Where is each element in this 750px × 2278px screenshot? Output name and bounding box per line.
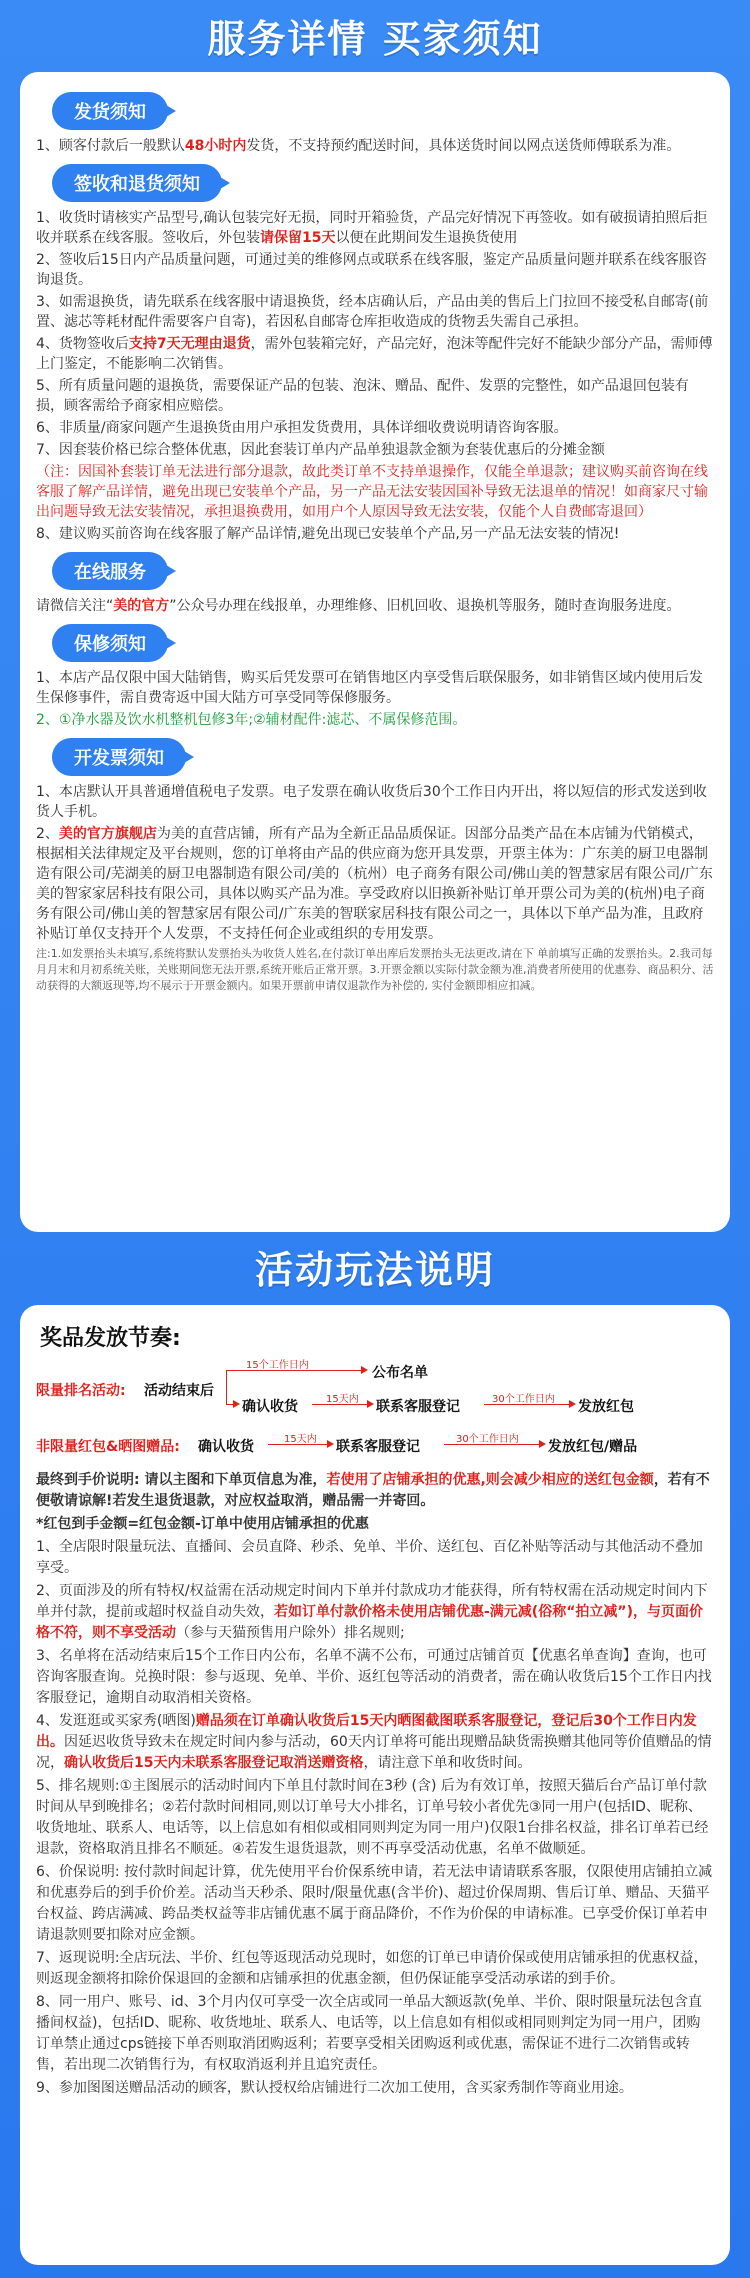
highlight-keep15: 请保留15天 [260,230,336,246]
text-part: 因延迟收货导致未在规定时间内参与活动，60天内订单将可能出现赠品缺货需换赠其他同等价值赠品的情况， [36,1734,712,1771]
flow-vbar [226,1370,227,1404]
flow-15d2-label: 15天内 [284,1434,317,1445]
highlight-48h: 48小时内 [184,138,247,154]
highlight-rule2: 若如订单付款价格未使用店铺优惠-满元减(俗称“拍立减”)，与页面价格不符，则不享受活动 [36,1604,704,1641]
rule-1: 1、全店限时限量玩法、直播间、会员直降、秒杀、免单、半价、送红包、百亿补贴等活动与其他活动不叠加享受。 [36,1539,703,1576]
flow-confirm2-label: 确认收货 [198,1439,254,1455]
flow-list-label: 公布名单 [372,1365,428,1381]
text-part: 2、 [36,826,59,842]
rule-9: 9、参加图图送赠品活动的顾客，默认授权给店铺进行二次加工使用，含买家秀制作等商业用途。 [36,2080,633,2096]
rule-4 [36,1711,714,1774]
text-part: ，若有不便敬请谅解!若发生退货退款，对应权益取消，赠品需一并寄回。 [36,1472,710,1509]
highlight-7day: 支持7天无理由退货 [128,336,251,352]
sign-item-3: 3、如需退换货，请先联系在线客服中请退换货，经本店确认后，产品由美的售后上门拉回不接受私自邮寄(前置、滤芯等耗材配件需要客户自寄)，若因私自邮寄仓库拒收造成的货物丢失需自己承担。 [36,294,709,330]
text-part: 4、发逛逛或买家秀(晒图) [36,1713,196,1729]
rule-7: 7、返现说明:全店玩法、半价、红包等返现活动兑现时，如您的订单已申请价保或使用店铺承担的优惠权益，则返现金额将扣除价保退回的金额和店铺承担的优惠金额，但仍保证能享受活动承诺的到手价。 [36,1950,708,1987]
highlight-rule4b: 确认收货后15天内未联系客服登记取消送赠资格 [64,1755,364,1771]
text-part: 以便在此期间发生退换货使用 [335,230,518,246]
flow-unl-label: 非限量红包&晒图赠品: [36,1439,180,1455]
flow-arrow [226,1404,238,1405]
award-title: 奖品发放节奏: [40,1326,181,1351]
final-price-formula: *红包到手金额=红包金额-订单中使用店铺承担的优惠 [36,1516,369,1532]
highlight-shop-discount: 若使用了店铺承担的优惠,则会减少相应的送红包金额 [326,1472,654,1488]
rule-5: 5、排名规则:①主图展示的活动时间内下单且付款时间在3秒 (含) 后为有效订单，按照天猫后台产品订单付款时间从早到晚排名；②若付款时间相同,则以订单号大小排名，订单号较小者优先③同一用户(包括ID、昵称、收货地址、联系人、电话等，以上信息如有相似或相同则判定为同一用户)仅限1台排名权益，排名订单若已经退款，资格取消且排名不顺延。④若发生退货退款，则不再享受活动优惠，名单不做顺延。 [36,1778,709,1857]
final-price-note [36,1470,714,1512]
text-part: 发货，不支持预约配送时间，具体送货时间以网点送货师傅联系为准。 [246,138,681,154]
shipping-text [36,136,714,156]
text-part: 2、页面涉及的所有特权/权益需在活动规定时间内下单并付款成功才能获得，所有特权需在活动规定时间内下单并付款，提前或超时权益自动失效， [36,1583,708,1620]
rule-6: 6、价保说明: 按付款时间起计算，优先使用平台价保系统申请，若无法申请请联系客服，仅限使用店铺拍立减和优惠券后的到手价价差。活动当天秒杀、限时/限量优惠(含半价)、超过价保周期、售后订单、赠品、天猫平台权益、跨店满减、跨品类权益等非店铺优惠不属于商品降价，不作为价保的申请标准。已享受价保订单若申请退款则要扣除对应金额。 [36,1864,713,1943]
online-text [36,596,714,616]
flow-rank-label: 限量排名活动: [36,1383,126,1399]
service-card [20,72,730,1232]
award-flow [36,1360,714,1470]
flow-15d-label: 15天内 [326,1394,359,1405]
section-shipping-title: 发货须知 [52,92,168,130]
text-part: 请微信关注“ [36,598,114,614]
flow-30wd2-label: 30个工作日内 [456,1434,519,1445]
flow-15wd-label: 15个工作日内 [246,1360,309,1371]
text-part: 为美的直营店铺，所有产品为全新正品品质保证。因部分品类产品在本店铺为代销模式，根据相关法律规定及平台规则，您的订单将由产品的供应商为您开具发票，开票主体为：广东美的厨卫电器制造有限公司/芜湖美的厨卫电器制造有限公司/美的（杭州）电子商务有限公司/佛山美的智慧家居有限公司/广东美的智家家居科技有限公司，具体以购买产品为准。享受政府以旧换新补贴订单开票公司为美的(杭州)电子商务有限公司/佛山美的智慧家居有限公司/广东美的智联家居科技有限公司之一，具体以下单产品为准，且政府补贴订单仅支持开个人发票，不支持任何企业或组织的专用发票。 [36,826,713,942]
section-warranty-title: 保修须知 [52,624,168,662]
sign-item-8: 8、建议购买前咨询在线客服了解产品详情,避免出现已安装单个产品,另一产品无法安装的情况! [36,526,620,542]
flow-reg-label: 联系客服登记 [376,1399,460,1415]
invoice-item-2 [36,824,714,944]
invoice-item-1: 1、本店默认开具普通增值税电子发票。电子发票在确认收货后30个工作日内开出，将以短信的形式发送到收货人手机。 [36,784,707,820]
sign-item-4 [36,334,714,374]
banner-service-title: 服务详情 买家须知 [207,17,543,61]
text-part: ，请注意下单和收货时间。 [363,1755,532,1771]
warranty-item-2: 2、①净水器及饮水机整机包修3年;②辅材配件:滤芯、不属保修范围。 [36,712,467,728]
sign-item-7-note: （注：因国补套装订单无法进行部分退款，故此类订单不支持单退操作，仅能全单退款；建议购买前咨询在线客服了解产品详情，避免出现已安装单个产品，另一产品无法安装因国补导致无法退单的情况！如商家尺寸输出问题导致无法安装情况，承担退换费用，如用户个人原因导致无法安装，仅能个人自费邮寄退回） [36,464,708,520]
flow-prize2-label: 发放红包/赠品 [548,1439,638,1455]
text-part: 最终到手价说明: 请以主图和下单页信息为准， [36,1472,327,1488]
text-part: 4、货物签收后 [36,336,129,352]
text-part: ，需外包装箱完好，产品完好，泡沫等配件完好不能缺少部分产品，需师傅上门鉴定，不能影响二次销售。 [36,336,713,372]
text-part: 1、收货时请核实产品型号,确认包装完好无损，同时开箱验货，产品完好情况下再签收。如有破损请拍照后拒收并联系在线客服。签收后，外包装 [36,210,708,246]
section-invoice-title: 开发票须知 [52,738,186,776]
rule-3: 3、名单将在活动结束后15个工作日内公布，名单不满不公布，可通过店铺首页【优惠名单查询】查询，也可咨询客服查询。兑换时限：参与返现、免单、半价、返红包等活动的消费者，需在确认收货后15个工作日内找客服登记，逾期自动取消相关资格。 [36,1648,712,1706]
flow-prize-label: 发放红包 [578,1399,634,1415]
text-part: （参与天猫预售用户除外）排名规则; [176,1625,405,1641]
section-sign-title: 签收和退货须知 [52,164,222,202]
banner-activity-title: 活动玩法说明 [254,1248,495,1292]
flow-reg2-label: 联系客服登记 [336,1439,420,1455]
highlight-flagship: 美的官方旗舰店 [58,826,157,842]
text-part: 1、顾客付款后一般默认 [36,138,185,154]
flow-end-label: 活动结束后 [144,1383,214,1399]
sign-item-7: 7、因套装价格已综合整体优惠，因此套装订单内产品单独退款金额为套装优惠后的分摊金额 [36,442,605,458]
sign-item-5: 5、所有质量问题的退换货，需要保证产品的包装、泡沫、赠品、配件、发票的完整性，如产品退回包装有损，顾客需给予商家相应赔偿。 [36,378,689,414]
highlight-official: 美的官方 [113,598,170,614]
flow-30wd-label: 30个工作日内 [492,1394,555,1405]
rule-8: 8、同一用户、账号、id、3个月内仅可享受一次全店或同一单品大额返款(免单、半价、限时限量玩法包含直播间权益)，包括ID、昵称、收货地址、联系人、电话等，以上信息如有相似或相同则判定为同一用户，团购订单禁止通过cps链接下单否则取消团购返利；若要享受相关团购返利或优惠，需保证不进行二次销售或转售，若出现二次销售行为，有权取消返利并且追究责任。 [36,1994,703,2073]
highlight-rule4a: 赠品须在订单确认收货后15天内晒图截图联系客服登记，登记后30个工作日内发出。 [36,1713,697,1750]
sign-item-6: 6、非质量/商家问题产生退换货由用户承担发货费用，具体详细收费说明请咨询客服。 [36,420,568,436]
activity-card [20,1305,730,2265]
sign-item-2: 2、签收后15日内产品质量问题，可通过美的维修网点或联系在线客服，鉴定产品质量问题并联系在线客服咨询退货。 [36,252,707,288]
invoice-note: 注:1.如发票抬头未填写,系统将默认发票抬头为收货人姓名,在付款订单出库后发票抬头无法更改,请在下 单前填写正确的发票抬头。2.我司每月月末和月初系统关账，关账期间您无法开票,系统开账后正常开票。3.开票金额以实际付款金额为准,消费者所使用的优惠券、商品积分、活动获得的大额返现等,均不展示于开票金额内。如果开票前申请仅退款作为补偿的, 实付金额即相应扣减。 [36,947,714,992]
flow-confirm-label: 确认收货 [242,1399,298,1415]
rule-2 [36,1581,714,1644]
warranty-item-1: 1、本店产品仅限中国大陆销售，购买后凭发票可在销售地区内享受售后联保服务，如非销售区域内使用后发生保修事件，需自费寄返中国大陆方可享受同等保修服务。 [36,670,703,706]
text-part: ”公众号办理在线报单，办理维修、旧机回收、退换机等服务，随时查询服务进度。 [169,598,681,614]
section-online-title: 在线服务 [52,552,168,590]
sign-item-1 [36,208,714,248]
